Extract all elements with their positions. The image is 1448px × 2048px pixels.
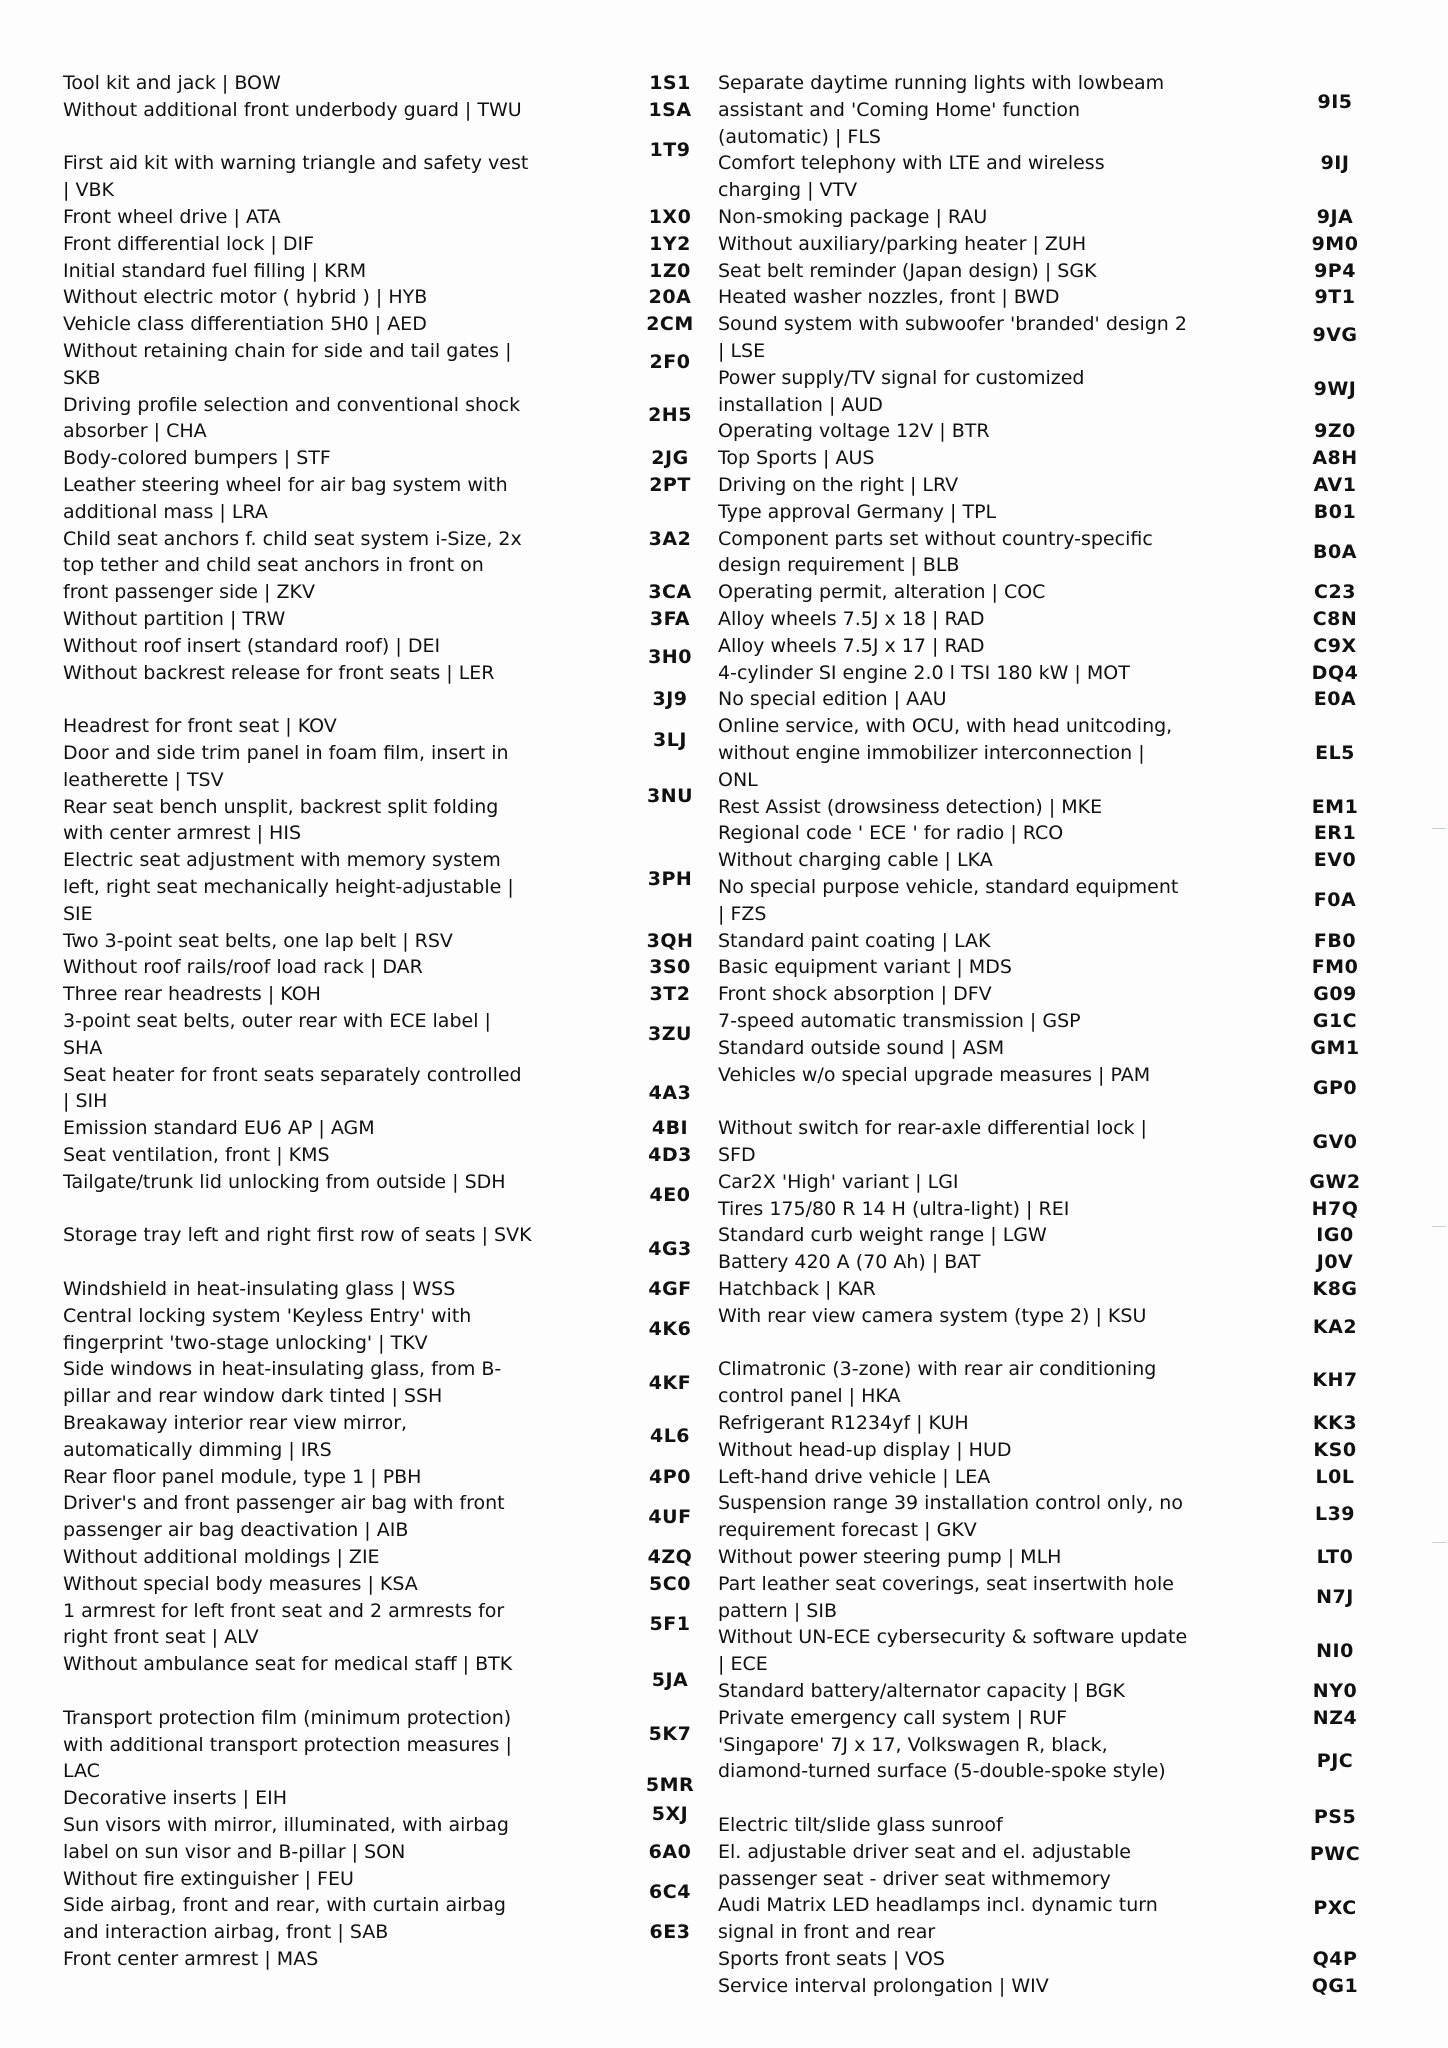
option-code: 9IJ bbox=[1320, 152, 1350, 175]
equipment-item: Sound system with subwoofer 'branded' design 2 | LSE bbox=[718, 313, 1187, 362]
equipment-item: Standard curb weight range | LGW bbox=[718, 1224, 1047, 1247]
option-code: DQ4 bbox=[1311, 661, 1359, 684]
equipment-item: Initial standard fuel filling | KRM bbox=[63, 259, 367, 282]
option-code: IG0 bbox=[1316, 1224, 1354, 1247]
option-code: C8N bbox=[1312, 608, 1358, 630]
option-code: 20A bbox=[648, 286, 692, 309]
option-code: EV0 bbox=[1313, 849, 1357, 872]
equipment-item: Standard battery/alternator capacity | BGK bbox=[718, 1680, 1125, 1702]
equipment-item: Electric seat adjustment with memory system left, right seat mechanically height-adjustable | SIE bbox=[63, 849, 514, 925]
option-code: 9M0 bbox=[1311, 232, 1359, 255]
option-code: 5C0 bbox=[649, 1572, 691, 1595]
equipment-item: Private emergency call system | RUF bbox=[718, 1706, 1068, 1729]
equipment-item: Vehicle class differentiation 5H0 | AED bbox=[63, 313, 427, 336]
option-code: KA2 bbox=[1312, 1315, 1358, 1338]
edge-mark bbox=[1432, 1226, 1446, 1227]
equipment-item: Rear seat bench unsplit, backrest split folding with center armrest | HIS bbox=[63, 795, 499, 845]
option-code: 2JG bbox=[651, 447, 689, 470]
option-code: C23 bbox=[1314, 581, 1356, 604]
option-code: GV0 bbox=[1312, 1130, 1358, 1153]
equipment-item: No special edition | AAU bbox=[718, 688, 947, 711]
option-code: 9Z0 bbox=[1314, 420, 1356, 443]
option-code: 4P0 bbox=[649, 1465, 691, 1488]
option-code: EM1 bbox=[1311, 795, 1359, 818]
equipment-item: Emission standard EU6 AP | AGM bbox=[63, 1117, 375, 1140]
equipment-item: With rear view camera system (type 2) | KSU bbox=[718, 1304, 1147, 1327]
equipment-item: Without ambulance seat for medical staff | BTK bbox=[63, 1653, 513, 1676]
equipment-item: Front differential lock | DIF bbox=[63, 232, 315, 255]
option-code: 4GF bbox=[648, 1278, 692, 1300]
equipment-item: 3-point seat belts, outer rear with ECE label | SHA bbox=[63, 1010, 491, 1059]
equipment-item: Driving on the right | LRV bbox=[718, 474, 959, 496]
equipment-item: Without additional front underbody guard | TWU bbox=[63, 98, 522, 121]
equipment-item: Vehicles w/o special upgrade measures | PAM bbox=[718, 1063, 1151, 1086]
option-code: 9T1 bbox=[1314, 286, 1356, 309]
equipment-item: Seat ventilation, front | KMS bbox=[63, 1144, 330, 1166]
option-code: KK3 bbox=[1312, 1412, 1358, 1434]
option-code: 6C4 bbox=[649, 1881, 691, 1903]
option-code: GP0 bbox=[1312, 1077, 1358, 1099]
equipment-item: Service interval prolongation | WIV bbox=[718, 1974, 1049, 1997]
option-code: 1X0 bbox=[648, 206, 692, 228]
option-code: NZ4 bbox=[1312, 1706, 1358, 1729]
equipment-item: Without fire extinguisher | FEU bbox=[63, 1867, 354, 1890]
equipment-item: Comfort telephony with LTE and wireless charging | VTV bbox=[718, 152, 1105, 202]
equipment-item: Tool kit and jack | BOW bbox=[63, 72, 281, 94]
equipment-item: Online service, with OCU, with head unitcoding, without engine immobilizer interconnection | ONL bbox=[718, 715, 1173, 791]
equipment-item: Regional code ' ECE ' for radio | RCO bbox=[718, 822, 1064, 845]
option-code: NI0 bbox=[1316, 1639, 1354, 1662]
option-code: 6E3 bbox=[649, 1921, 691, 1944]
equipment-item: Leather steering wheel for air bag system with additional mass | LRA bbox=[63, 474, 508, 523]
option-code: A8H bbox=[1312, 447, 1358, 470]
equipment-item: Without roof rails/roof load rack | DAR bbox=[63, 956, 423, 979]
equipment-item: Without power steering pump | MLH bbox=[718, 1546, 1062, 1568]
equipment-item: Component parts set without country-specific design requirement | BLB bbox=[718, 527, 1153, 577]
equipment-item: Without additional moldings | ZIE bbox=[63, 1546, 380, 1568]
option-code: PS5 bbox=[1313, 1805, 1357, 1828]
equipment-item: Without UN-ECE cybersecurity & software update | ECE bbox=[718, 1626, 1188, 1676]
equipment-item: El. adjustable driver seat and el. adjustable passenger seat - driver seat withmemory bbox=[718, 1840, 1131, 1890]
equipment-item: Central locking system 'Keyless Entry' with fingerprint 'two-stage unlocking' | TKV bbox=[63, 1304, 472, 1354]
equipment-item: 7-speed automatic transmission | GSP bbox=[718, 1010, 1081, 1032]
option-code: 9VG bbox=[1312, 323, 1358, 346]
equipment-item: Refrigerant R1234yf | KUH bbox=[718, 1412, 969, 1434]
equipment-item: Front center armrest | MAS bbox=[63, 1948, 319, 1970]
option-code: 3NU bbox=[646, 784, 694, 807]
equipment-item: Without charging cable | LKA bbox=[718, 849, 993, 872]
equipment-item: Three rear headrests | KOH bbox=[63, 983, 321, 1006]
equipment-item: First aid kit with warning triangle and safety vest | VBK bbox=[63, 152, 529, 202]
equipment-item: Storage tray left and right first row of seats | SVK bbox=[63, 1224, 532, 1247]
equipment-item: Audi Matrix LED headlamps incl. dynamic turn signal in front and rear bbox=[718, 1894, 1158, 1944]
option-code: B0A bbox=[1313, 541, 1357, 563]
equipment-item: Without auxiliary/parking heater | ZUH bbox=[718, 232, 1087, 255]
equipment-item: Left-hand drive vehicle | LEA bbox=[718, 1465, 991, 1488]
option-code: KH7 bbox=[1312, 1369, 1358, 1392]
option-code: L39 bbox=[1314, 1503, 1356, 1526]
equipment-item: Driver's and front passenger air bag with front passenger air bag deactivation | AIB bbox=[63, 1492, 505, 1542]
option-code: L0L bbox=[1315, 1465, 1355, 1488]
equipment-item: Without retaining chain for side and tail gates | SKB bbox=[63, 340, 512, 389]
option-code: NY0 bbox=[1312, 1680, 1358, 1702]
option-code: 4D3 bbox=[648, 1144, 692, 1166]
edge-mark bbox=[1432, 828, 1446, 829]
equipment-item: Driving profile selection and conventional shock absorber | CHA bbox=[63, 393, 521, 443]
equipment-item: Tires 175/80 R 14 H (ultra-light) | REI bbox=[718, 1197, 1070, 1220]
equipment-item: Non-smoking package | RAU bbox=[718, 206, 988, 228]
equipment-item: Type approval Germany | TPL bbox=[718, 500, 997, 523]
option-code: AV1 bbox=[1313, 474, 1357, 496]
equipment-item: Front wheel drive | ATA bbox=[63, 206, 281, 228]
option-code: G1C bbox=[1312, 1010, 1358, 1032]
option-code: 4G3 bbox=[648, 1237, 692, 1260]
option-code: 6A0 bbox=[648, 1840, 692, 1863]
equipment-item: Power supply/TV signal for customized installation | AUD bbox=[718, 366, 1085, 416]
option-code: 3FA bbox=[649, 608, 691, 630]
option-code: 5F1 bbox=[649, 1613, 691, 1635]
option-code: F0A bbox=[1313, 889, 1357, 912]
option-code: 2F0 bbox=[649, 350, 691, 373]
option-code: 1Z0 bbox=[649, 259, 691, 282]
equipment-item: Side airbag, front and rear, with curtain airbag and interaction airbag, front | SAB bbox=[63, 1894, 506, 1944]
equipment-item: Alloy wheels 7.5J x 18 | RAD bbox=[718, 608, 985, 630]
option-code: ER1 bbox=[1313, 822, 1357, 845]
option-code: 1T9 bbox=[649, 139, 691, 161]
option-code: 3CA bbox=[648, 581, 692, 604]
option-code: 4K6 bbox=[648, 1318, 692, 1341]
equipment-item: Standard paint coating | LAK bbox=[718, 929, 991, 952]
option-code: EL5 bbox=[1315, 742, 1355, 764]
option-code: N7J bbox=[1316, 1586, 1354, 1609]
equipment-item: Door and side trim panel in foam film, insert in leatherette | TSV bbox=[63, 742, 509, 791]
equipment-item: Top Sports | AUS bbox=[718, 447, 875, 470]
option-code: 1Y2 bbox=[649, 232, 691, 255]
option-code: 5JA bbox=[651, 1669, 689, 1692]
equipment-item: 4-cylinder SI engine 2.0 l TSI 180 kW | MOT bbox=[718, 661, 1130, 684]
equipment-item: Alloy wheels 7.5J x 17 | RAD bbox=[718, 634, 985, 657]
option-code: C9X bbox=[1313, 634, 1357, 657]
option-code: PWC bbox=[1309, 1843, 1361, 1866]
equipment-item: Headrest for front seat | KOV bbox=[63, 715, 337, 738]
option-code: 5K7 bbox=[648, 1722, 692, 1745]
option-code: 3T2 bbox=[649, 983, 691, 1006]
equipment-item: Child seat anchors f. child seat system i-Size, 2x top tether and child seat anchors in front on front passenger side | ZKV bbox=[63, 527, 522, 604]
equipment-item: Tailgate/trunk lid unlocking from outside | SDH bbox=[63, 1170, 506, 1193]
equipment-item: Separate daytime running lights with lowbeam assistant and 'Coming Home' function (automatic) | FLS bbox=[718, 72, 1165, 148]
option-code: 2CM bbox=[646, 313, 694, 336]
equipment-item: Part leather seat coverings, seat insertwith hole pattern | SIB bbox=[718, 1572, 1174, 1622]
equipment-item: Side windows in heat-insulating glass, from B-pillar and rear window dark tinted | SSH bbox=[63, 1358, 502, 1408]
equipment-item: No special purpose vehicle, standard equipment | FZS bbox=[718, 876, 1179, 925]
equipment-item: Electric tilt/slide glass sunroof bbox=[718, 1814, 1003, 1836]
option-code: J0V bbox=[1316, 1251, 1354, 1274]
equipment-item: Without special body measures | KSA bbox=[63, 1572, 418, 1595]
equipment-item: Battery 420 A (70 Ah) | BAT bbox=[718, 1251, 981, 1274]
option-code: KS0 bbox=[1313, 1438, 1357, 1461]
option-code: 9P4 bbox=[1314, 259, 1356, 282]
option-code: 3ZU bbox=[648, 1023, 692, 1046]
equipment-item: Sun visors with mirror, illuminated, with airbag label on sun visor and B-pillar | SON bbox=[63, 1814, 509, 1863]
equipment-item: Heated washer nozzles, front | BWD bbox=[718, 286, 1060, 309]
equipment-item: Windshield in heat-insulating glass | WSS bbox=[63, 1278, 456, 1300]
equipment-item: Operating permit, alteration | COC bbox=[718, 581, 1046, 604]
option-code: 4L6 bbox=[649, 1425, 691, 1448]
equipment-item: Without head-up display | HUD bbox=[718, 1438, 1012, 1461]
equipment-item: Two 3-point seat belts, one lap belt | RSV bbox=[63, 929, 453, 952]
option-code: 5MR bbox=[645, 1773, 695, 1796]
equipment-item: Standard outside sound | ASM bbox=[718, 1036, 1005, 1059]
option-code: 3A2 bbox=[648, 527, 692, 550]
option-code: 3LJ bbox=[653, 728, 687, 751]
equipment-item: Hatchback | KAR bbox=[718, 1278, 876, 1300]
option-code: H7Q bbox=[1311, 1197, 1359, 1220]
equipment-item: Suspension range 39 installation control only, no requirement forecast | GKV bbox=[718, 1492, 1183, 1542]
option-code: 3QH bbox=[646, 929, 694, 952]
equipment-item: 'Singapore' 7J x 17, Volkswagen R, black, diamond-turned surface (5-double-spoke style) bbox=[718, 1733, 1166, 1783]
option-code: 3PH bbox=[647, 867, 693, 890]
edge-mark bbox=[1432, 1542, 1446, 1543]
option-code: 1S1 bbox=[649, 72, 691, 94]
option-code: QG1 bbox=[1311, 1974, 1359, 1997]
option-code: 3S0 bbox=[649, 956, 691, 979]
option-code: PJC bbox=[1316, 1749, 1354, 1772]
equipment-item: Without backrest release for front seats | LER bbox=[63, 661, 495, 684]
option-code: GM1 bbox=[1310, 1036, 1360, 1059]
equipment-item: Without electric motor ( hybrid ) | HYB bbox=[63, 286, 428, 309]
option-code: K8G bbox=[1312, 1278, 1358, 1300]
option-code: G09 bbox=[1313, 983, 1357, 1006]
option-code: 4UF bbox=[648, 1505, 692, 1528]
option-code: 5XJ bbox=[651, 1803, 689, 1826]
equipment-item: Climatronic (3-zone) with rear air conditioning control panel | HKA bbox=[718, 1358, 1157, 1408]
option-code: FM0 bbox=[1311, 956, 1359, 979]
option-code: GW2 bbox=[1309, 1170, 1361, 1193]
option-code: 4E0 bbox=[649, 1184, 691, 1207]
equipment-item: Transport protection film (minimum protection) with additional transport protection measures | LAC bbox=[63, 1706, 512, 1783]
equipment-item: Seat heater for front seats separately controlled | SIH bbox=[63, 1063, 522, 1113]
equipment-item: Breakaway interior rear view mirror, automatically dimming | IRS bbox=[63, 1412, 408, 1461]
option-code: 4ZQ bbox=[647, 1546, 693, 1568]
equipment-item: Decorative inserts | EIH bbox=[63, 1787, 287, 1810]
option-code: PXC bbox=[1313, 1897, 1357, 1920]
equipment-item: Without partition | TRW bbox=[63, 608, 286, 630]
equipment-item: Front shock absorption | DFV bbox=[718, 983, 992, 1006]
equipment-item: 1 armrest for left front seat and 2 armrests for right front seat | ALV bbox=[63, 1599, 505, 1649]
option-code: 4KF bbox=[648, 1371, 692, 1394]
option-code: 9WJ bbox=[1313, 377, 1357, 400]
equipment-item: Sports front seats | VOS bbox=[718, 1948, 945, 1970]
option-code: E0A bbox=[1313, 688, 1357, 711]
equipment-item: Car2X 'High' variant | LGI bbox=[718, 1170, 959, 1193]
option-code: B01 bbox=[1313, 500, 1357, 523]
equipment-item: Without switch for rear-axle differential lock | SFD bbox=[718, 1117, 1147, 1166]
equipment-item: Body-colored bumpers | STF bbox=[63, 447, 331, 470]
option-code: FB0 bbox=[1313, 929, 1357, 952]
option-code: Q4P bbox=[1312, 1948, 1358, 1970]
option-code: 3J9 bbox=[652, 688, 688, 711]
equipment-item: Seat belt reminder (Japan design) | SGK bbox=[718, 259, 1097, 282]
option-code: LT0 bbox=[1316, 1546, 1354, 1568]
option-code: 4A3 bbox=[648, 1082, 692, 1105]
equipment-item: Basic equipment variant | MDS bbox=[718, 956, 1012, 979]
option-code: 2PT bbox=[649, 474, 691, 496]
option-code: 9I5 bbox=[1317, 90, 1353, 113]
option-code: 2H5 bbox=[648, 404, 692, 427]
equipment-item: Rest Assist (drowsiness detection) | MKE bbox=[718, 795, 1103, 818]
option-code: 1SA bbox=[648, 98, 692, 121]
equipment-item: Rear floor panel module, type 1 | PBH bbox=[63, 1465, 422, 1488]
option-code: 9JA bbox=[1316, 206, 1354, 228]
option-code: 4BI bbox=[651, 1117, 689, 1140]
equipment-item: Without roof insert (standard roof) | DEI bbox=[63, 634, 441, 657]
equipment-item: Operating voltage 12V | BTR bbox=[718, 420, 990, 443]
option-code: 3H0 bbox=[648, 645, 692, 668]
